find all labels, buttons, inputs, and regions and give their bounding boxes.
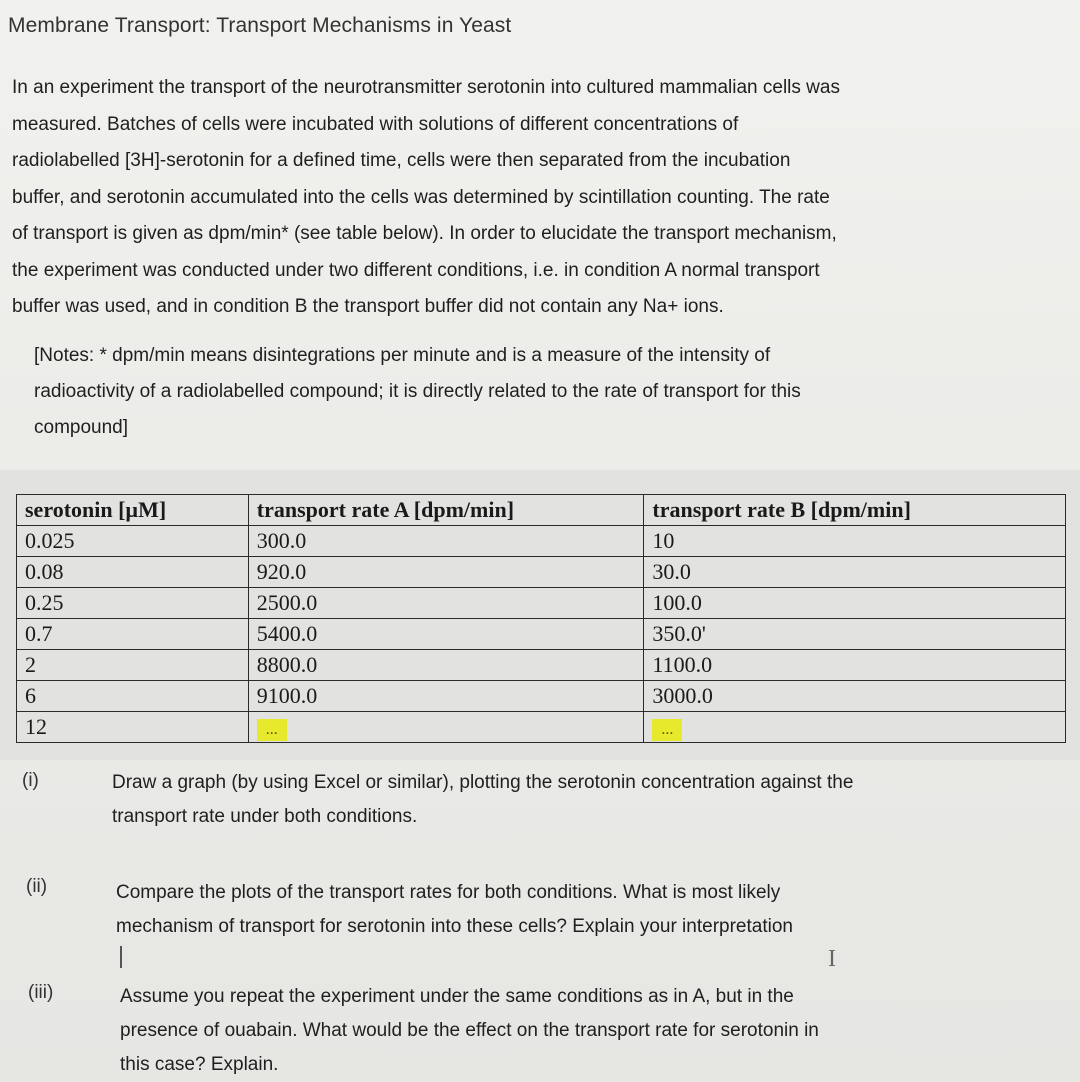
cell-rate-a [248, 712, 644, 743]
notes-line: compound] [34, 417, 129, 438]
header-rate-b: transport rate B [dpm/min] [644, 495, 1066, 526]
question-number: (ii) [26, 876, 48, 897]
notes-line: [Notes: * dpm/min means disintegrations per minute and is a measure of the intensity of [34, 345, 771, 366]
intro-line: of transport is given as dpm/min* (see table below). In order to elucidate the transport mechanism, [12, 223, 837, 244]
transport-data-table [16, 494, 1066, 743]
cell-serotonin: 6 [17, 681, 249, 712]
question-text [116, 876, 1066, 944]
table-row [17, 619, 1066, 650]
header-rate-a: transport rate A [dpm/min] [248, 495, 644, 526]
question-text [112, 766, 1072, 834]
intro-line: measured. Batches of cells were incubated with solutions of different concentrations of [12, 113, 739, 135]
cell-rate-b: 100.0 [644, 588, 1066, 619]
table-row [17, 526, 1066, 557]
cell-rate-b: 10 [644, 526, 1066, 557]
intro-line: the experiment was conducted under two different conditions, i.e. in condition A normal transport [12, 259, 820, 281]
question-text [120, 980, 1060, 1082]
cell-serotonin: 0.25 [17, 588, 249, 619]
table-row [17, 557, 1066, 588]
cell-rate-a: 9100.0 [248, 681, 644, 712]
cell-serotonin: 0.025 [17, 526, 249, 557]
cell-rate-b: 3000.0 [644, 681, 1066, 712]
cell-serotonin: 2 [17, 650, 249, 681]
question-line: mechanism of transport for serotonin into these cells? Explain your interpretation [116, 916, 793, 937]
question-number: (i) [22, 770, 39, 791]
cell-serotonin: 0.7 [17, 619, 249, 650]
table-header-row [17, 495, 1066, 526]
intro-paragraph [12, 70, 1076, 326]
header-serotonin: serotonin [µM] [17, 495, 249, 526]
cell-rate-a: 5400.0 [248, 619, 644, 650]
intro-line: buffer was used, and in condition B the transport buffer did not contain any Na+ ions. [12, 296, 724, 317]
cell-rate-a: 300.0 [248, 526, 644, 557]
cell-rate-b: 30.0 [644, 557, 1066, 588]
cell-rate-a: 2500.0 [248, 588, 644, 619]
mouse-ibeam-icon: I [828, 946, 836, 972]
cell-serotonin: 0.08 [17, 557, 249, 588]
notes-line: radioactivity of a radiolabelled compound; it is directly related to the rate of transport for this [34, 381, 801, 402]
notes-paragraph [34, 338, 1014, 446]
intro-line: radiolabelled [3H]-serotonin for a defined time, cells were then separated from the incubation [12, 150, 791, 171]
question-line: Compare the plots of the transport rates for both conditions. What is most likely [116, 882, 781, 903]
cell-serotonin: 12 [17, 712, 249, 743]
question-number: (iii) [28, 982, 54, 1003]
cell-rate-a: 8800.0 [248, 650, 644, 681]
highlighted-blank-b: ... [652, 719, 682, 741]
highlighted-blank-a: ... [257, 719, 287, 741]
cell-rate-b: 1100.0 [644, 650, 1066, 681]
cell-rate-b: 350.0' [644, 619, 1066, 650]
table-row [17, 588, 1066, 619]
intro-line: In an experiment the transport of the neurotransmitter serotonin into cultured mammalian cells was [12, 77, 840, 98]
intro-line: buffer, and serotonin accumulated into the cells was determined by scintillation counting. The rate [12, 186, 830, 208]
text-cursor [120, 946, 122, 968]
table-row [17, 712, 1066, 743]
table-row [17, 681, 1066, 712]
cell-rate-b [644, 712, 1066, 743]
question-line: Assume you repeat the experiment under the same conditions as in A, but in the [120, 986, 794, 1007]
question-line: this case? Explain. [120, 1054, 279, 1075]
question-line: transport rate under both conditions. [112, 806, 418, 827]
table-row [17, 650, 1066, 681]
question-line: presence of ouabain. What would be the effect on the transport rate for serotonin in [120, 1020, 819, 1041]
data-table-area [0, 470, 1080, 760]
question-line: Draw a graph (by using Excel or similar), plotting the serotonin concentration against the [112, 772, 854, 793]
cell-rate-a: 920.0 [248, 557, 644, 588]
document-title: Membrane Transport: Transport Mechanisms in Yeast [8, 14, 512, 37]
